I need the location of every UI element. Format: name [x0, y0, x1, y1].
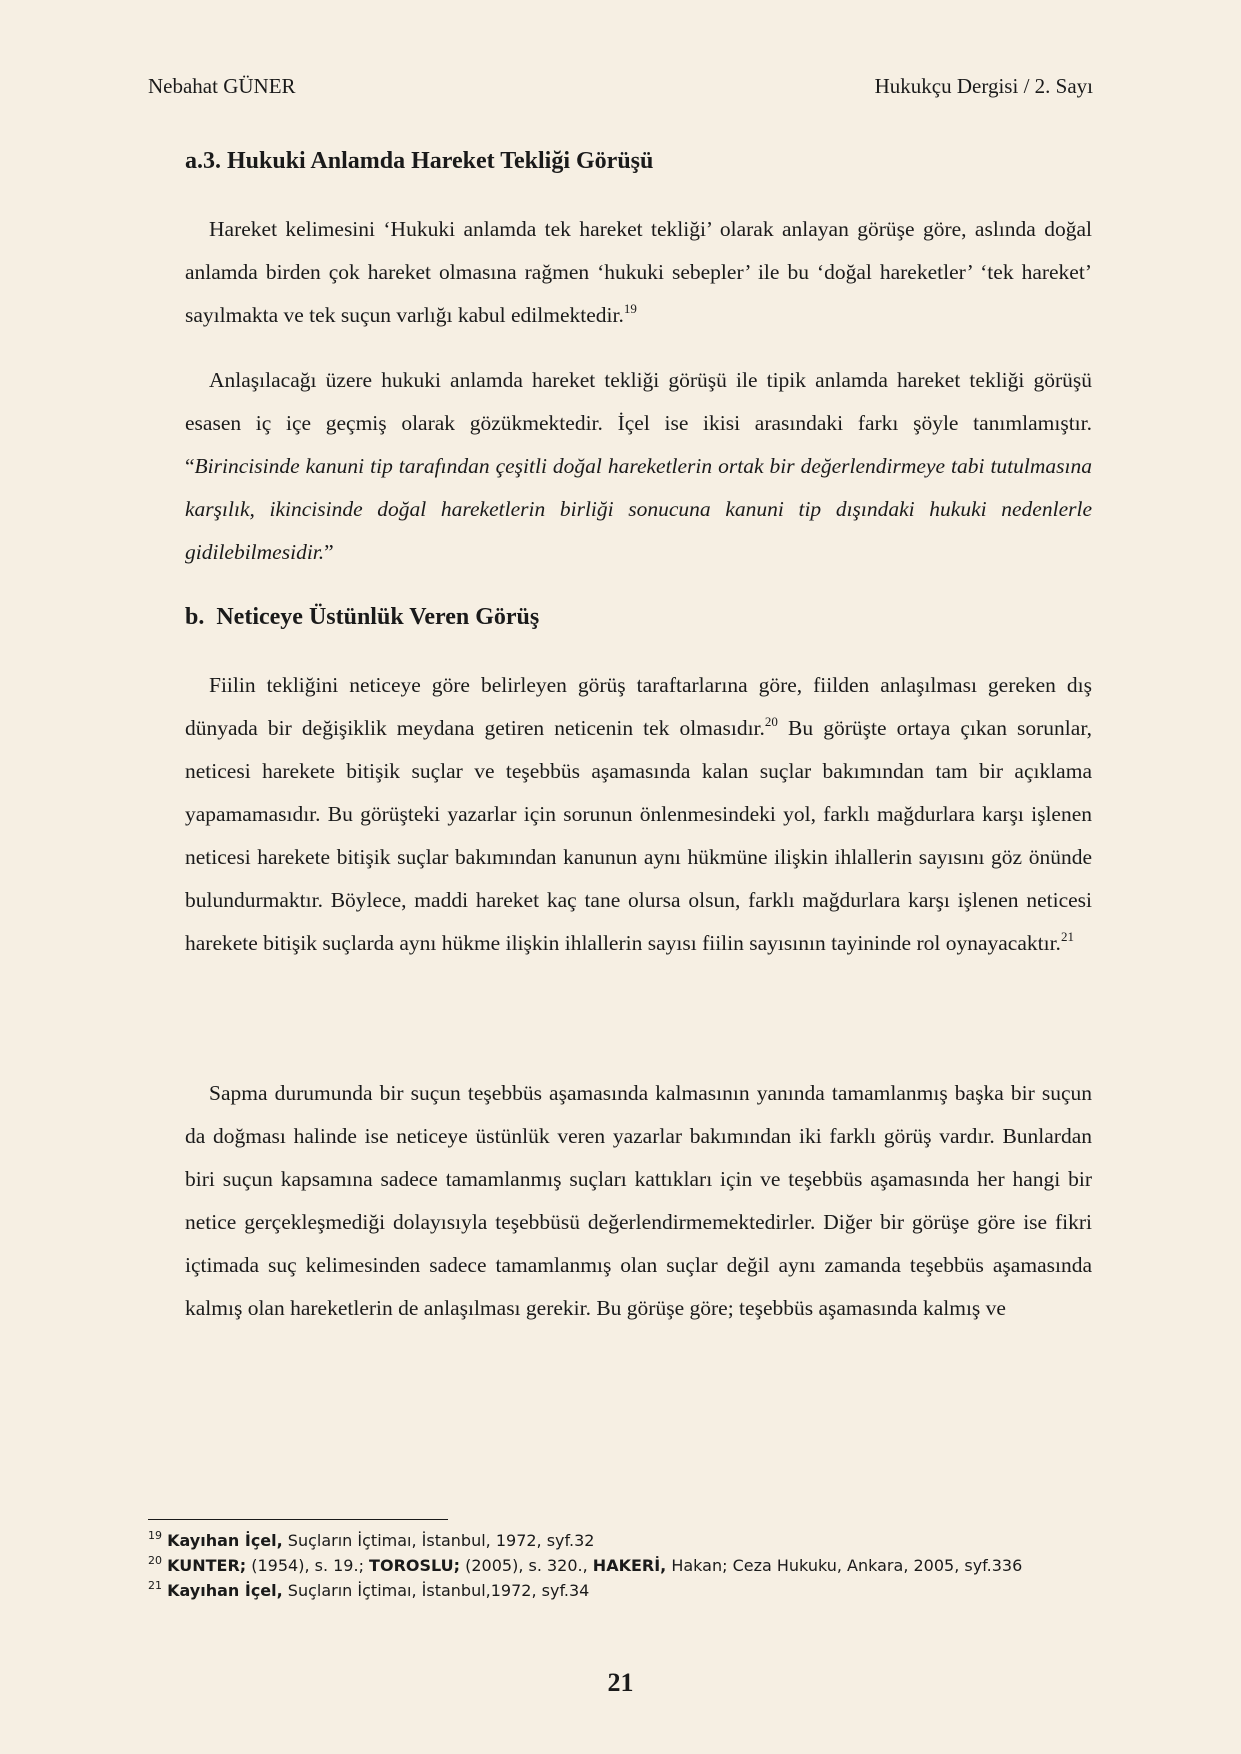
paragraph-b-1 — [185, 664, 1092, 965]
footnote-number: 20 — [148, 1554, 162, 1567]
footnote-text: (1954), s. 19.; — [246, 1556, 370, 1575]
footnote-ref-19[interactable]: 19 — [623, 301, 637, 316]
footnote-text: Suçların İçtimaı, İstanbul, 1972, syf.32 — [282, 1531, 595, 1550]
paragraph-a3-2 — [185, 359, 1092, 574]
paragraph-b-1-text-a: Fiilin tekliğini neticeye göre belirleyen görüş taraftarlarına göre, fiilden anlaşılması gereken dış dünyada bir değişiklik meydana getiren neticenin tek olmasıdır. — [185, 673, 1092, 740]
footnotes — [148, 1528, 1098, 1603]
footnote-author: HAKERİ, — [592, 1556, 667, 1575]
page-number: 21 — [607, 1668, 634, 1697]
footnote-text: Hakan; Ceza Hukuku, Ankara, 2005, syf.336 — [666, 1556, 1023, 1575]
footnote-author: Kayıhan İçel, — [167, 1581, 283, 1600]
section-heading-b: b. Neticeye Üstünlük Veren Görüş — [185, 604, 540, 630]
footnote-author: TOROSLU; — [369, 1556, 461, 1575]
footnote-19 — [148, 1528, 1098, 1553]
footnote-21 — [148, 1578, 1098, 1603]
section-heading-a3: a.3. Hukuki Anlamda Hareket Tekliği Görüşü — [185, 148, 654, 174]
paragraph-a3-1 — [185, 208, 1092, 337]
paragraph-b-2-text: Sapma durumunda bir suçun teşebbüs aşamasında kalmasının yanında tamamlanmış başka bir suçun da doğması halinde ise neticeye üstünlük veren yazarlar bakımından iki farklı görüş vardır. Bunlardan biri suçun kapsamına sadece tamamlanmış suçları kattıkları için ve teşebbüs aşamasında her hangi bir netice gerçekleşmediği dolayısıyla teşebbüsü değerlendirmemektedirler. Diğer bir görüşe göre ise fikri içtimada suç kelimesinden sadece tamamlanmış olan suçlar değil aynı zamanda teşebbüs aşamasında kalmış olan hareketlerin de anlaşılması gerekir. Bu görüşe göre; teşebbüs aşamasında kalmış ve — [185, 1081, 1092, 1320]
footnote-ref-20[interactable]: 20 — [764, 714, 778, 729]
paragraph-a3-2-close: ” — [324, 540, 334, 564]
running-header-journal: Hukukçu Dergisi / 2. Sayı — [874, 74, 1093, 98]
footnote-20 — [148, 1553, 1098, 1578]
paragraph-b-1-text-b: Bu görüşte ortaya çıkan sorunlar, neticesi harekete bitişik suçlar ve teşebbüs aşamasında kalan suçlar bakımından tam bir açıklama yapamamasıdır. Bu görüşteki yazarlar için sorunun önlenmesindeki yol, farklı mağdurlara karşı işlenen neticesi harekete bitişik suçlar bakımından kanunun aynı hükmüne ilişkin ihlallerin sayısını göz önünde bulundurmaktır. Böylece, maddi hareket kaç tane olursa olsun, farklı mağdurlara karşı işlenen neticesi harekete bitişik suçlarda aynı hükme ilişkin ihlallerin sayısı fiilin sayısının tayininde rol oynayacaktır. — [185, 716, 1092, 955]
footnote-number: 19 — [148, 1529, 162, 1542]
footnote-number: 21 — [148, 1579, 162, 1592]
running-header-author: Nebahat GÜNER — [148, 74, 296, 98]
footnote-separator — [148, 1519, 448, 1520]
paragraph-a3-1-text: Hareket kelimesini ‘Hukuki anlamda tek hareket tekliği’ olarak anlayan görüşe göre, aslında doğal anlamda birden çok hareket olmasına rağmen ‘hukuki sebepler’ ile bu ‘doğal hareketler’ ‘tek hareket’ sayılmakta ve tek suçun varlığı kabul edilmektedir. — [185, 217, 1092, 327]
footnote-author: KUNTER; — [167, 1556, 247, 1575]
footnote-ref-21[interactable]: 21 — [1060, 929, 1074, 944]
paragraph-b-2 — [185, 1072, 1092, 1330]
footnote-author: Kayıhan İçel, — [167, 1531, 283, 1550]
paragraph-a3-2-text: Anlaşılacağı üzere hukuki anlamda hareket tekliği görüşü ile tipik anlamda hareket tekliği görüşü esasen iç içe geçmiş olarak gözükmektedir. İçel ise ikisi arasındaki farkı şöyle tanımlamıştır. “ — [185, 368, 1092, 478]
paragraph-a3-2-quote: Birincisinde kanuni tip tarafından çeşitli doğal hareketlerin ortak bir değerlendirmeye tabi tutulmasına karşılık, ikincisinde doğal hareketlerin birliği sonucuna kanuni tip dışındaki hukuki nedenlerle gidilebilmesidir. — [185, 454, 1092, 564]
footnote-text: (2005), s. 320., — [460, 1556, 593, 1575]
footnote-text: Suçların İçtimaı, İstanbul,1972, syf.34 — [282, 1581, 590, 1600]
